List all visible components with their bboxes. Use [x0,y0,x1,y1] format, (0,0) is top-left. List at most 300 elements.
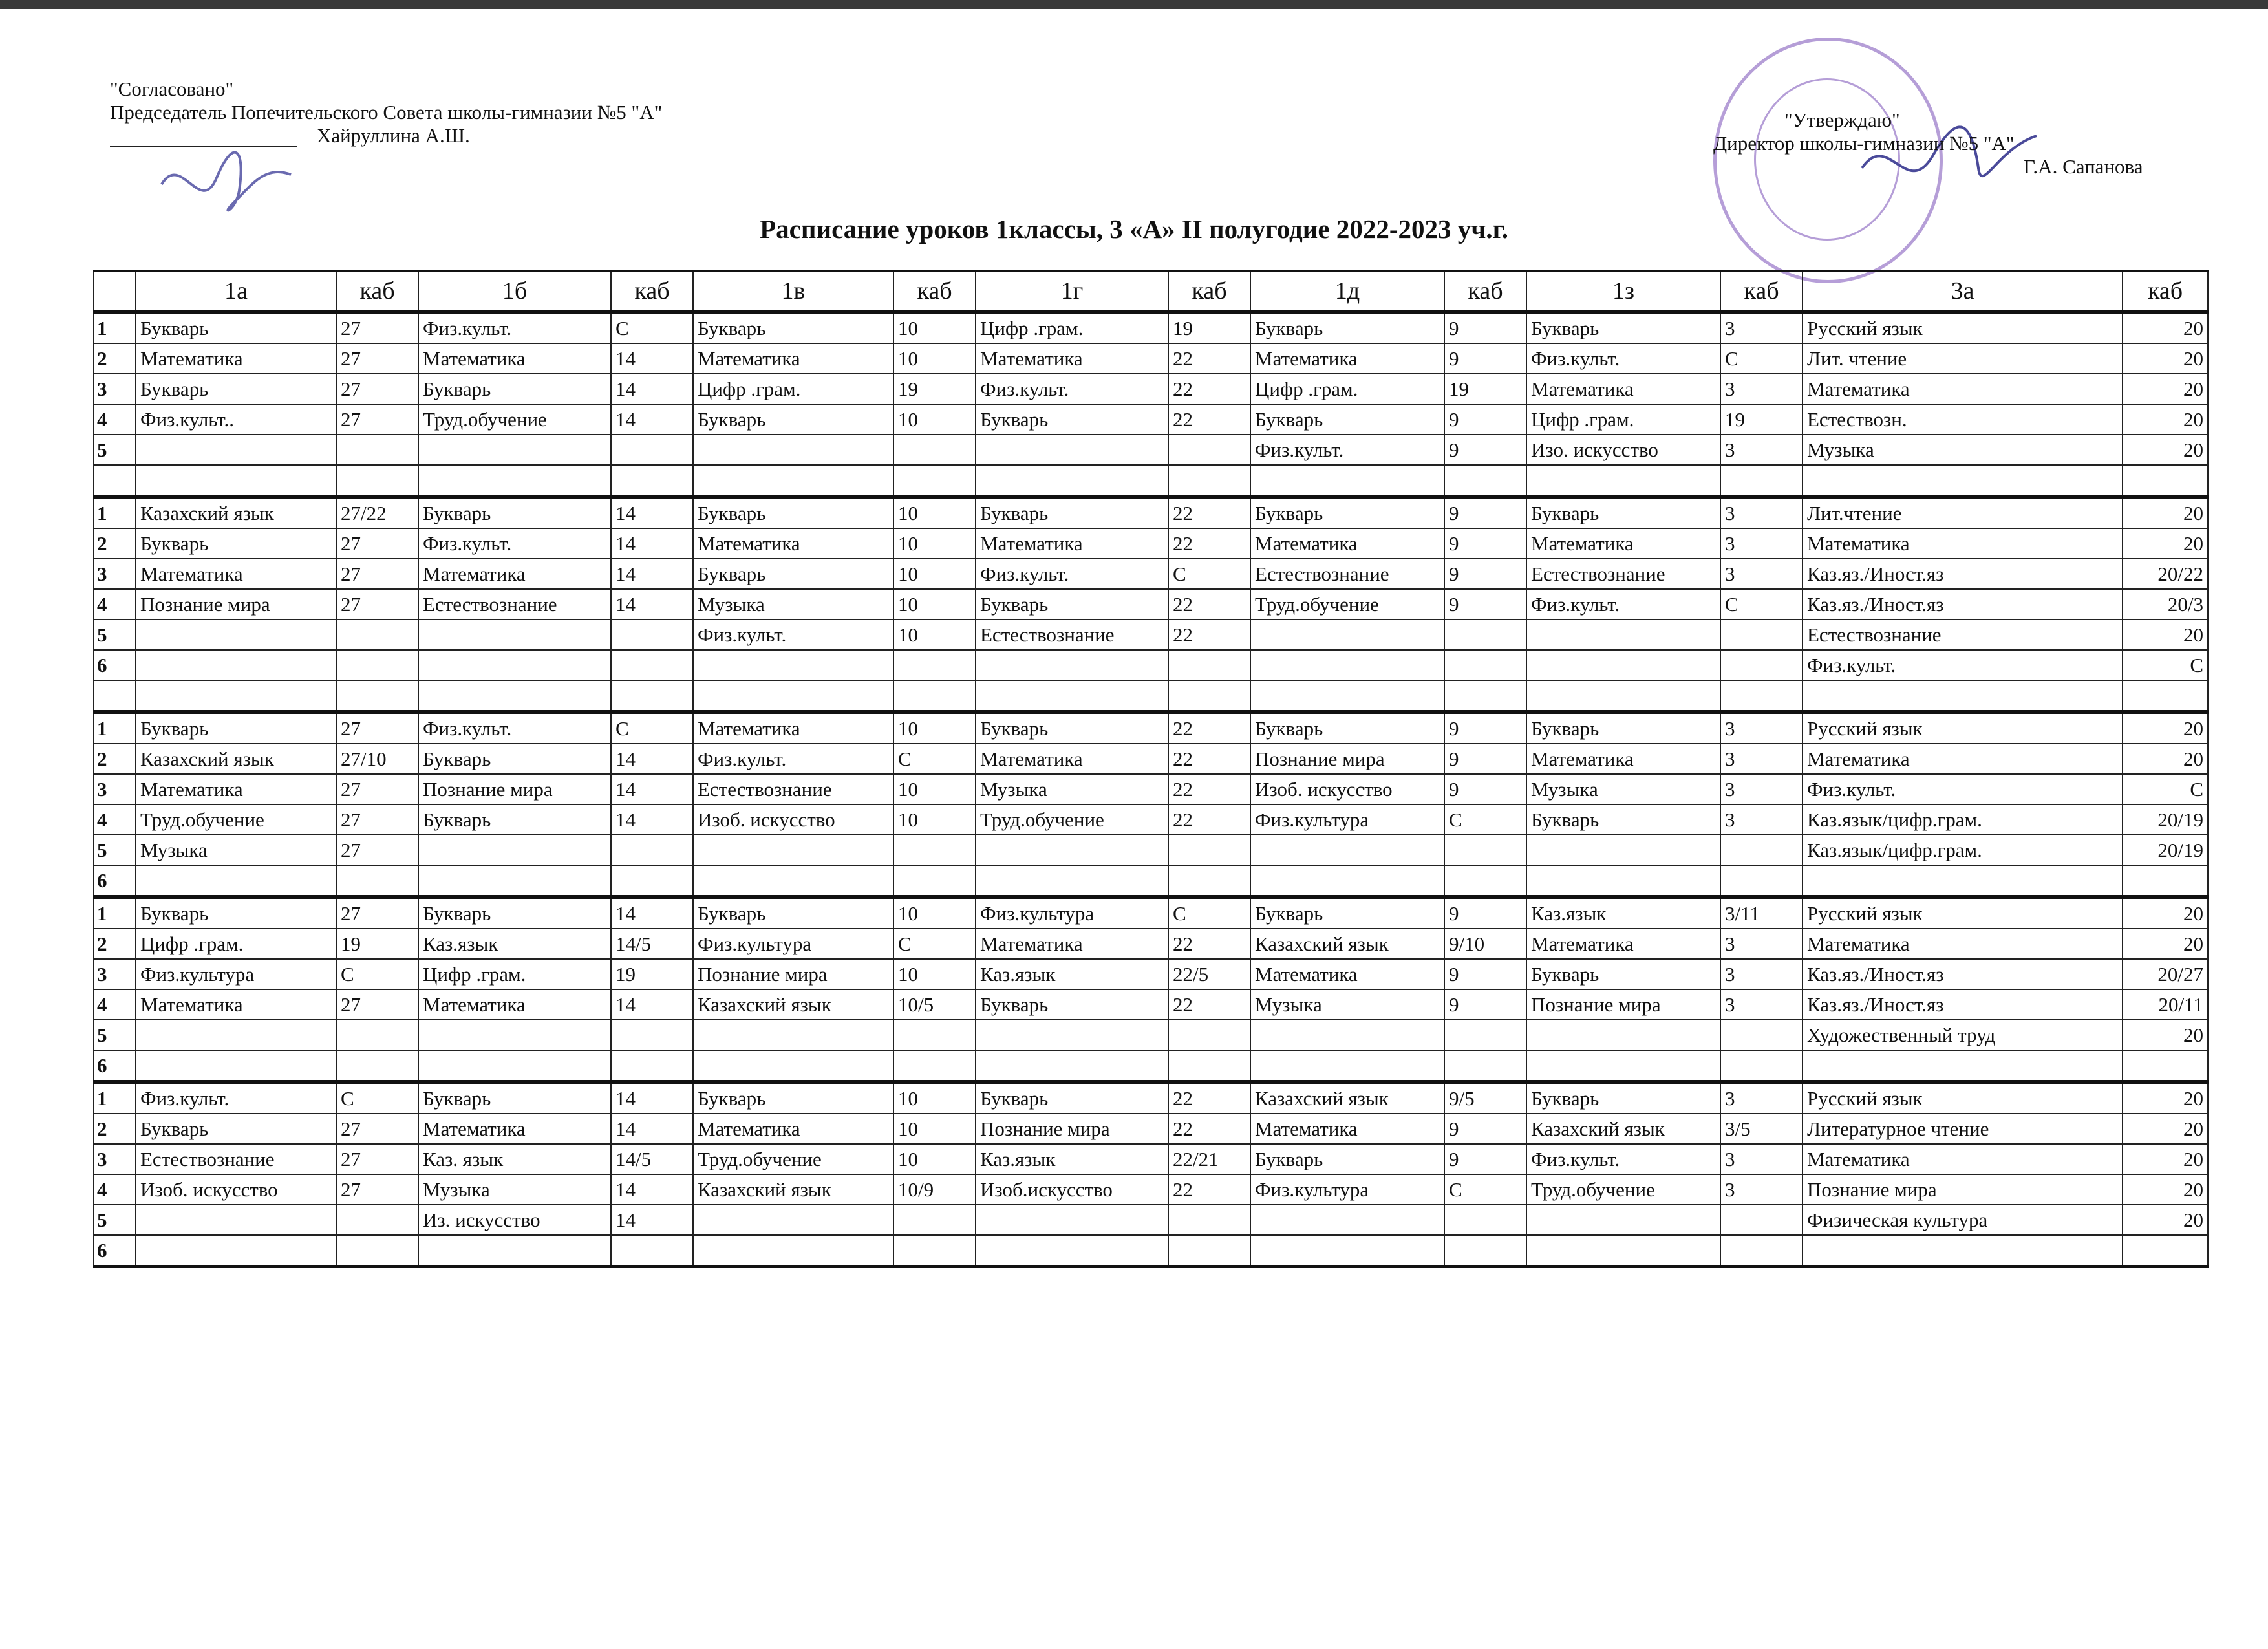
room-cell: 20/3 [2123,589,2208,620]
lesson-number: 4 [94,1174,136,1205]
subject-cell: Математика [418,1114,611,1144]
column-header: каб [336,272,418,312]
subject-cell: Математика [136,989,336,1020]
room-cell: 10/5 [893,989,976,1020]
room-cell [893,1050,976,1082]
right-approval-name: Г.А. Сапанова [2024,155,2143,178]
subject-cell: Музыка [976,774,1168,804]
room-cell: 19 [1444,374,1526,404]
room-cell [1168,680,1250,712]
room-cell: С [611,312,693,343]
room-cell: 10 [893,620,976,650]
lesson-number: 5 [94,835,136,865]
room-cell: С [1168,559,1250,589]
subject-cell: Букварь [976,1082,1168,1114]
subject-cell [418,865,611,897]
lesson-number: 1 [94,897,136,929]
room-cell: 27 [336,774,418,804]
room-cell: 10 [893,497,976,528]
room-cell: 9 [1444,312,1526,343]
room-cell: 22 [1168,1174,1250,1205]
room-cell [1444,835,1526,865]
subject-cell: Цифр .грам. [136,929,336,959]
lesson-number: 4 [94,989,136,1020]
subject-cell [1526,1050,1720,1082]
subject-cell [418,620,611,650]
subject-cell: Букварь [1526,312,1720,343]
room-cell: 22 [1168,1114,1250,1144]
column-header: каб [1720,272,1803,312]
room-cell: 27 [336,897,418,929]
subject-cell: Цифр .грам. [1250,374,1444,404]
room-cell: С [1444,1174,1526,1205]
room-cell: 22 [1168,620,1250,650]
subject-cell: Каз.яз./Иност.яз [1803,559,2123,589]
subject-cell: Каз.яз./Иност.яз [1803,959,2123,989]
subject-cell: Русский язык [1803,312,2123,343]
lesson-number: 2 [94,929,136,959]
subject-cell [693,835,893,865]
lesson-number: 2 [94,343,136,374]
room-cell: 3 [1720,559,1803,589]
subject-cell [976,1235,1168,1267]
subject-cell: Букварь [1526,712,1720,744]
subject-cell: Физ.культ. [976,374,1168,404]
room-cell: 20 [2123,1205,2208,1235]
subject-cell: Физическая культура [1803,1205,2123,1235]
column-header: 1а [136,272,336,312]
room-cell: 20 [2123,343,2208,374]
table-row [94,897,2208,929]
subject-cell [976,835,1168,865]
subject-cell: Естествознание [1803,620,2123,650]
subject-cell: Математика [976,744,1168,774]
subject-cell: Лит.чтение [1803,497,2123,528]
subject-cell: Физ.культ. [976,559,1168,589]
lesson-number: 6 [94,1235,136,1267]
room-cell: 22 [1168,774,1250,804]
subject-cell [1803,1050,2123,1082]
lesson-number: 4 [94,589,136,620]
room-cell: 20/27 [2123,959,2208,989]
room-cell [893,865,976,897]
column-header: каб [1444,272,1526,312]
subject-cell: Цифр .грам. [976,312,1168,343]
subject-cell [1250,680,1444,712]
subject-cell: Естествозн. [1803,404,2123,435]
subject-cell: Физ.культ. [1803,774,2123,804]
room-cell: 14 [611,528,693,559]
subject-cell [693,435,893,465]
subject-cell: Математика [418,559,611,589]
subject-cell [418,1020,611,1050]
room-cell: 3 [1720,1174,1803,1205]
subject-cell: Познание мира [1250,744,1444,774]
subject-cell: Каз.яз./Иност.яз [1803,989,2123,1020]
subject-cell: Казахский язык [1250,929,1444,959]
subject-cell: Труд.обучение [693,1144,893,1174]
room-cell: С [1720,589,1803,620]
subject-cell: Естествознание [418,589,611,620]
room-cell [1720,465,1803,497]
room-cell: 20 [2123,1174,2208,1205]
room-cell: 22 [1168,404,1250,435]
lesson-number: 5 [94,1205,136,1235]
subject-cell: Букварь [418,804,611,835]
room-cell: 27 [336,374,418,404]
room-cell [893,1020,976,1050]
room-cell [1168,865,1250,897]
table-row [94,1050,2208,1082]
subject-cell: Художественный труд [1803,1020,2123,1050]
subject-cell: Русский язык [1803,1082,2123,1114]
room-cell [1444,650,1526,680]
subject-cell: Математика [693,1114,893,1144]
subject-cell [418,1050,611,1082]
subject-cell: Каз.язык [1526,897,1720,929]
subject-cell: Математика [1526,744,1720,774]
subject-cell: Букварь [136,712,336,744]
lesson-number: 2 [94,528,136,559]
subject-cell [136,865,336,897]
room-cell: 10 [893,343,976,374]
table-row [94,1114,2208,1144]
room-cell: 14 [611,989,693,1020]
subject-cell: Букварь [693,497,893,528]
room-cell: 9 [1444,897,1526,929]
right-approval-block [1713,109,2143,178]
room-cell: 9 [1444,559,1526,589]
subject-cell [136,1235,336,1267]
table-row [94,374,2208,404]
subject-cell: Физ.культура [693,929,893,959]
left-approval-name: Хайруллина А.Ш. [317,124,470,147]
room-cell [893,1235,976,1267]
table-row [94,343,2208,374]
subject-cell: Каз.язык [418,929,611,959]
room-cell [611,1050,693,1082]
subject-cell: Труд.обучение [418,404,611,435]
table-row [94,312,2208,343]
room-cell: 10 [893,1144,976,1174]
subject-cell: Музыка [693,589,893,620]
room-cell: 3 [1720,528,1803,559]
header-row [94,272,2208,312]
room-cell: 27 [336,559,418,589]
subject-cell: Физ.культ. [418,528,611,559]
subject-cell: Математика [976,343,1168,374]
room-cell: 20 [2123,1144,2208,1174]
room-cell: 22 [1168,744,1250,774]
table-row [94,1020,2208,1050]
subject-cell: Букварь [1250,312,1444,343]
room-cell: 10 [893,712,976,744]
room-cell [2123,865,2208,897]
room-cell: 10 [893,897,976,929]
room-cell: 27 [336,1114,418,1144]
subject-cell: Музыка [1250,989,1444,1020]
subject-cell: Математика [1250,528,1444,559]
subject-cell [136,680,336,712]
room-cell: 14 [611,404,693,435]
room-cell: 20 [2123,404,2208,435]
room-cell: 19 [611,959,693,989]
room-cell: 9 [1444,589,1526,620]
subject-cell: Познание мира [976,1114,1168,1144]
room-cell: 19 [1720,404,1803,435]
subject-cell: Каз.язык [976,959,1168,989]
room-cell: 22 [1168,989,1250,1020]
room-cell: 9 [1444,989,1526,1020]
subject-cell: Букварь [693,404,893,435]
room-cell [1720,620,1803,650]
table-row [94,712,2208,744]
room-cell: 22 [1168,374,1250,404]
lesson-number: 6 [94,1050,136,1082]
subject-cell: Физ.культ. [418,312,611,343]
room-cell [336,680,418,712]
room-cell: 9 [1444,959,1526,989]
subject-cell: Букварь [1526,959,1720,989]
column-header: 1д [1250,272,1444,312]
room-cell: 9 [1444,744,1526,774]
table-row [94,804,2208,835]
room-cell: 3 [1720,374,1803,404]
right-approval-status: "Утверждаю" [1784,109,1900,131]
room-cell [336,435,418,465]
subject-cell [976,865,1168,897]
subject-cell: Букварь [1250,712,1444,744]
subject-cell: Труд.обучение [1526,1174,1720,1205]
subject-cell: Естествознание [136,1144,336,1174]
table-row [94,620,2208,650]
subject-cell: Математика [136,774,336,804]
subject-cell: Каз.язык [976,1144,1168,1174]
column-header: 1з [1526,272,1720,312]
subject-cell: Цифр .грам. [418,959,611,989]
left-approval-role: Председатель Попечительского Совета школы-гимназии №5 "А" [110,101,663,124]
subject-cell: Физ.культ. [693,744,893,774]
lesson-number: 5 [94,1020,136,1050]
subject-cell [1526,1020,1720,1050]
subject-cell: Букварь [1250,404,1444,435]
subject-cell: Изоб.искусство [976,1174,1168,1205]
room-cell [893,835,976,865]
room-cell [1168,435,1250,465]
subject-cell: Физ.культура [976,897,1168,929]
subject-cell [976,1020,1168,1050]
subject-cell: Букварь [1250,1144,1444,1174]
subject-cell [976,1050,1168,1082]
room-cell [336,650,418,680]
room-cell: 10 [893,774,976,804]
subject-cell: Познание мира [136,589,336,620]
subject-cell: Казахский язык [136,744,336,774]
lesson-number: 5 [94,620,136,650]
room-cell [336,1235,418,1267]
room-cell: 3/5 [1720,1114,1803,1144]
subject-cell: Цифр .грам. [1526,404,1720,435]
table-row [94,865,2208,897]
subject-cell: Математика [1803,744,2123,774]
lesson-number: 1 [94,1082,136,1114]
subject-cell: Физ.культура [1250,1174,1444,1205]
room-cell [1444,680,1526,712]
room-cell: С [1168,897,1250,929]
column-header: каб [893,272,976,312]
room-cell: 3 [1720,712,1803,744]
room-cell: С [1720,343,1803,374]
subject-cell [1803,1235,2123,1267]
room-cell: 20/19 [2123,835,2208,865]
lesson-number: 1 [94,497,136,528]
room-cell: 20 [2123,528,2208,559]
page-title: Расписание уроков 1классы, 3 «А» II полугодие 2022-2023 уч.г. [760,214,1508,244]
subject-cell: Литературное чтение [1803,1114,2123,1144]
room-cell: 10 [893,959,976,989]
table-row [94,680,2208,712]
room-cell: 20/11 [2123,989,2208,1020]
subject-cell: Букварь [418,897,611,929]
subject-cell: Казахский язык [693,989,893,1020]
lesson-number: 2 [94,744,136,774]
subject-cell: Естествознание [693,774,893,804]
subject-cell: Физ.культ. [1526,1144,1720,1174]
room-cell: 14 [611,1082,693,1114]
room-cell: 3 [1720,435,1803,465]
subject-cell [693,865,893,897]
room-cell: 27 [336,343,418,374]
subject-cell [418,465,611,497]
subject-cell [693,1235,893,1267]
subject-cell: Физ.культ. [418,712,611,744]
room-cell: 3 [1720,929,1803,959]
scan-top-border [0,0,2268,9]
subject-cell: Естествознание [976,620,1168,650]
subject-cell [693,1050,893,1082]
table-row [94,1144,2208,1174]
room-cell: С [893,929,976,959]
subject-cell: Математика [1803,1144,2123,1174]
subject-cell: Изоб. искусство [1250,774,1444,804]
subject-cell [1526,865,1720,897]
room-cell: 10 [893,804,976,835]
subject-cell: Букварь [418,374,611,404]
subject-cell: Букварь [976,404,1168,435]
subject-cell: Физ.культура [1250,804,1444,835]
lesson-number: 3 [94,1144,136,1174]
room-cell: 22 [1168,1082,1250,1114]
subject-cell: Букварь [693,312,893,343]
room-cell [611,1020,693,1050]
room-cell: 14 [611,374,693,404]
room-cell: 9 [1444,343,1526,374]
table-row [94,465,2208,497]
room-cell: 20 [2123,620,2208,650]
room-cell: 3 [1720,804,1803,835]
subject-cell: Букварь [136,312,336,343]
room-cell: 3/11 [1720,897,1803,929]
subject-cell: Труд.обучение [1250,589,1444,620]
table-row [94,744,2208,774]
room-cell [1720,1205,1803,1235]
room-cell: С [1444,804,1526,835]
subject-cell: Букварь [976,497,1168,528]
room-cell: 27 [336,528,418,559]
subject-cell: Математика [418,343,611,374]
right-approval-role: Директор школы-гимназии №5 "А" [1713,132,2015,155]
table-row [94,1174,2208,1205]
room-cell: 3 [1720,1144,1803,1174]
room-cell: С [2123,774,2208,804]
room-cell: 20 [2123,1020,2208,1050]
room-cell [336,620,418,650]
room-cell [1720,1235,1803,1267]
room-cell [1168,1050,1250,1082]
table-row [94,589,2208,620]
subject-cell [693,680,893,712]
header-corner [94,272,136,312]
subject-cell: Казахский язык [1526,1114,1720,1144]
room-cell: 19 [336,929,418,959]
room-cell [611,650,693,680]
subject-cell: Букварь [418,1082,611,1114]
room-cell [1168,465,1250,497]
room-cell [336,865,418,897]
subject-cell: Физ.культура [136,959,336,989]
room-cell: 10 [893,559,976,589]
subject-cell: Математика [693,343,893,374]
room-cell: 22/21 [1168,1144,1250,1174]
table-row [94,929,2208,959]
room-cell [2123,680,2208,712]
subject-cell: Букварь [976,589,1168,620]
room-cell: 14/5 [611,1144,693,1174]
subject-cell: Математика [418,989,611,1020]
table-row [94,1205,2208,1235]
subject-cell: Физ.культ. [1250,435,1444,465]
subject-cell: Каз.язык/цифр.грам. [1803,835,2123,865]
subject-cell [1803,680,2123,712]
room-cell: 22 [1168,712,1250,744]
subject-cell [1250,1020,1444,1050]
subject-cell [693,465,893,497]
room-cell: 22/5 [1168,959,1250,989]
table-row [94,528,2208,559]
room-cell [1168,835,1250,865]
subject-cell: Познание мира [693,959,893,989]
room-cell: 3 [1720,774,1803,804]
subject-cell [976,650,1168,680]
room-cell [1168,1020,1250,1050]
subject-cell [1526,620,1720,650]
lesson-number: 4 [94,404,136,435]
room-cell [336,1050,418,1082]
subject-cell: Каз.яз./Иност.яз [1803,589,2123,620]
room-cell: 20/22 [2123,559,2208,589]
subject-cell [418,1235,611,1267]
room-cell: 20 [2123,1114,2208,1144]
room-cell: 20 [2123,744,2208,774]
room-cell: С [893,744,976,774]
subject-cell [693,1205,893,1235]
subject-cell: Труд.обучение [976,804,1168,835]
subject-cell: Букварь [976,712,1168,744]
subject-cell: Букварь [418,497,611,528]
subject-cell [976,435,1168,465]
room-cell: 27 [336,1174,418,1205]
room-cell: 9/5 [1444,1082,1526,1114]
